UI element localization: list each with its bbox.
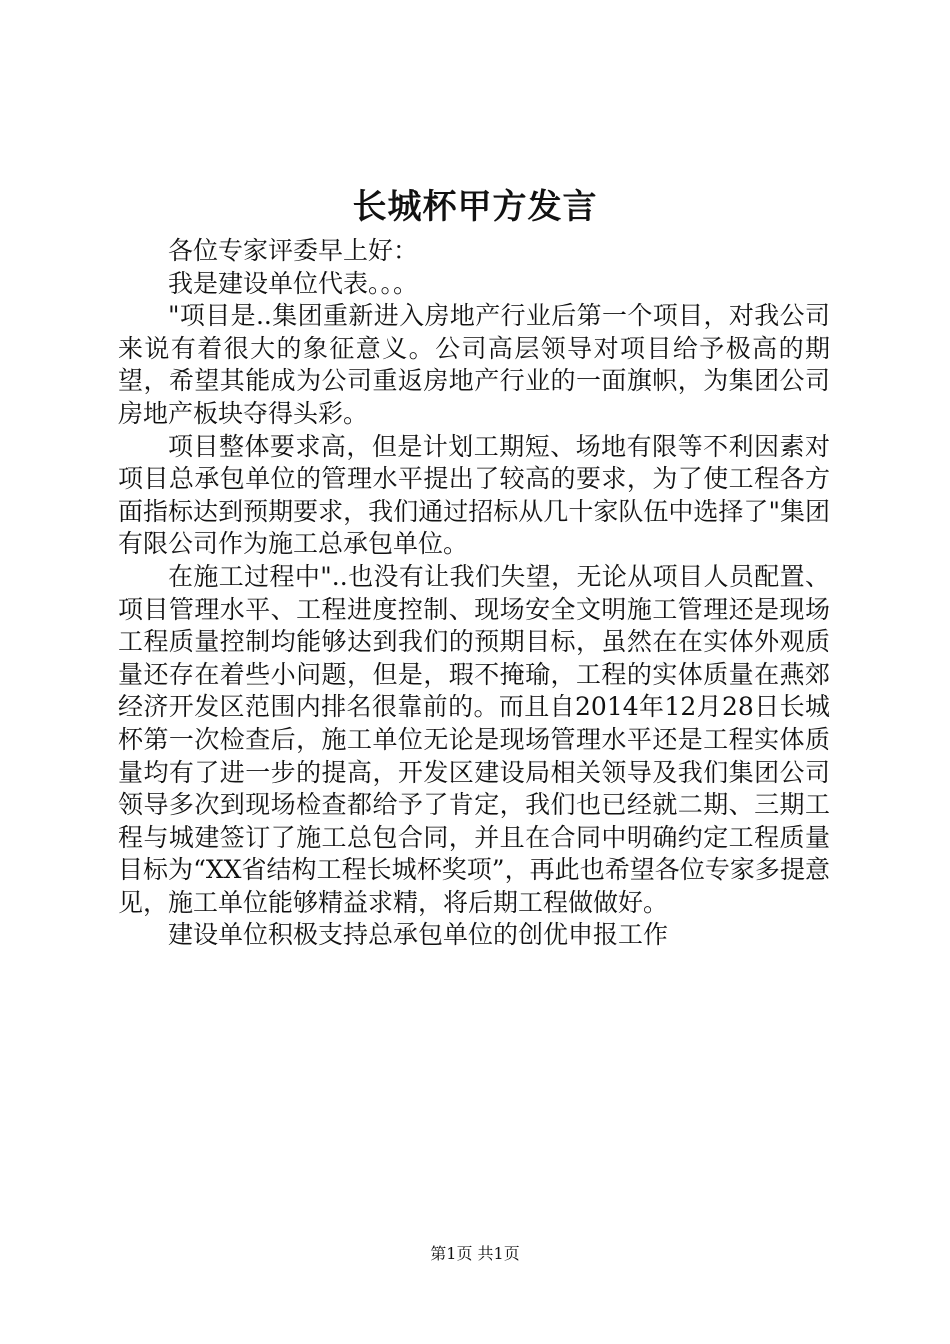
paragraph-intro: 我是建设单位代表。。。 <box>168 268 419 298</box>
document-body <box>118 235 830 952</box>
paragraph-project-significance: "项目是..集团重新进入房地产行业后第一个项目，对我公司来说有着很大的象征意义。公司高层领导对项目给予极高的期望，希望其能成为公司重返房地产行业的一面旗帜，为集团公司房地产板块夺得头彩。 <box>118 301 830 428</box>
page-footer: 第1页 共1页 <box>430 1244 520 1263</box>
document-title: 长城杯甲方发言 <box>352 187 598 227</box>
paragraph-support: 建设单位积极支持总承包单位的创优申报工作 <box>168 920 669 950</box>
paragraph-requirements: 项目整体要求高，但是计划工期短、场地有限等不利因素对项目总承包单位的管理水平提出了较高的要求，为了使工程各方面指标达到预期要求，我们通过招标从几十家队伍中选择了"集团有限公司作为施工总承包单位。 <box>118 431 830 559</box>
paragraph-greeting: 各位专家评委早上好： <box>168 236 419 265</box>
paragraph-construction-process: 在施工过程中"..也没有让我们失望，无论从项目人员配置、项目管理水平、工程进度控制、现场安全文明施工管理还是现场工程质量控制均能够达到我们的预期目标，虽然在在实体外观质量还存在着些小问题，但是，瑕不掩瑜，工程的实体质量在燕郊经济开发区范围内排名很靠前的。而且自2014年12月28日长城杯第一次检查后，施工单位无论是现场管理水平还是工程实体质量均有了进一步的提高，开发区建设局相关领导及我们集团公司领导多次到现场检查都给予了肯定，我们也已经就二期、三期工程与城建签订了施工总包合同，并且在合同中明确约定工程质量目标为“XX省结构工程长城杯奖项”，再此也希望各位专家多提意见，施工单位能够精益求精，将后期工程做做好。 <box>118 561 830 917</box>
